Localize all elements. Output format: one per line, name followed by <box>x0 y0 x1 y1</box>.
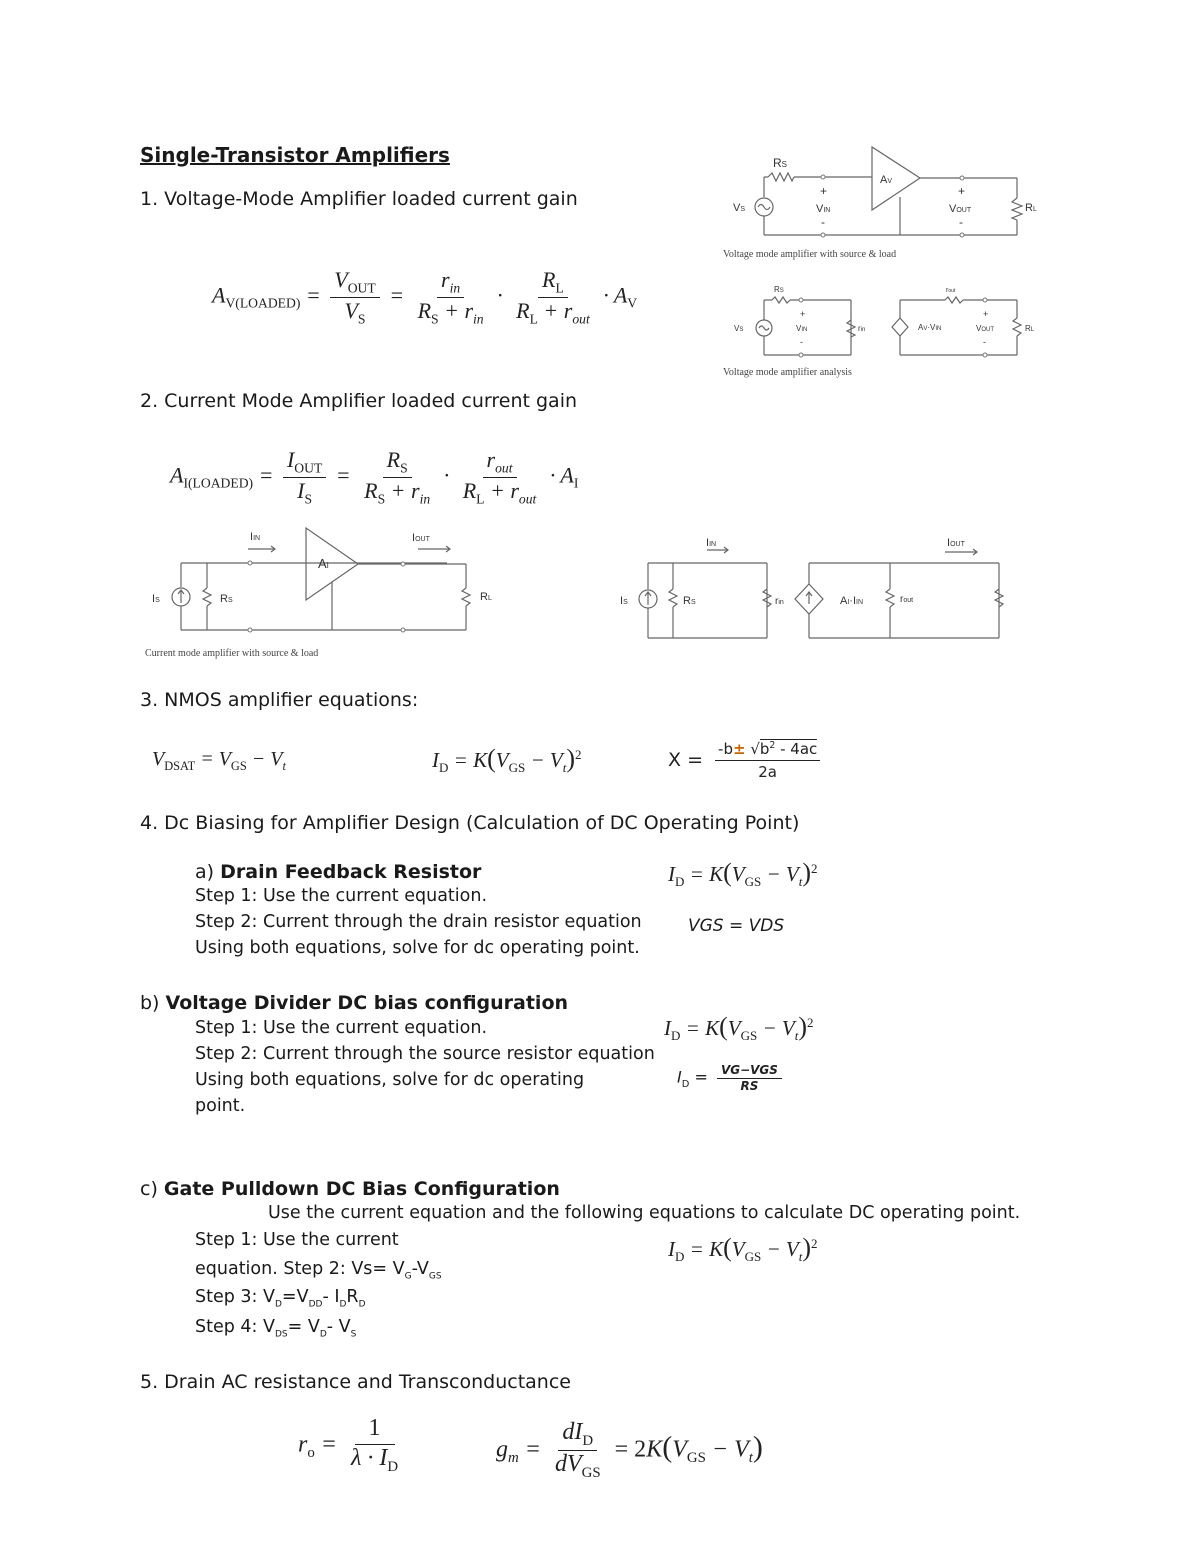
svg-text:-: - <box>800 337 803 347</box>
quadratic-formula: X = $\frac{-b\pm √b^2 - 4ac}{2a}$ <box>668 740 820 781</box>
subsection-a-heading <box>195 861 481 883</box>
section-2-heading: 2. Current Mode Amplifier loaded current gain <box>140 390 578 412</box>
subsection-b-label: b) <box>140 992 160 1014</box>
subsection-c-step3: Step 3: $V_D=V_{DD}-$ $I_DR_D$ <box>195 1287 366 1310</box>
quadratic-b: b <box>759 740 770 758</box>
svg-text:rout: rout <box>946 287 956 294</box>
vdsat-equation: $V_{DSAT} = V_{GS} - V_t$ <box>152 748 286 773</box>
svg-text:VOUT: VOUT <box>949 203 972 215</box>
svg-text:VS: VS <box>733 202 746 214</box>
subsection-c-label: c) <box>140 1178 158 1200</box>
subsection-a-current-equation: $I_D = K(V_{GS} - V_t)^2$ <box>668 858 818 890</box>
subsection-a-title: Drain Feedback Resistor <box>220 861 482 883</box>
subsection-a-step3: Using both equations, solve for dc operating point. <box>195 938 640 958</box>
svg-text:VIN: VIN <box>796 324 808 333</box>
svg-text:AI: AI <box>318 556 329 571</box>
subsection-a-step1: Step 1: Use the current equation. <box>195 886 488 906</box>
subsection-b-eq-lhs: I <box>677 1067 682 1087</box>
current-mode-gain-equation: $A_{I(LOADED)}$ = $\frac{I_{OUT}}{I_S}$ = $\frac{R_S}{R_S + r_{in}}$ · $\frac{r_{out}}{R_L + r_{out}}$ · $A_I$ <box>170 447 579 507</box>
svg-text:RS: RS <box>220 593 233 605</box>
section-4-heading: 4. Dc Biasing for Amplifier Design (Calculation of DC Operating Point) <box>140 812 800 834</box>
svg-text:-: - <box>959 215 963 229</box>
subsection-b-heading <box>140 992 568 1014</box>
svg-text:RS: RS <box>773 156 788 170</box>
subsection-b-step1: Step 1: Use the current equation. <box>195 1018 488 1038</box>
subsection-a-step2: Step 2: Current through the drain resistor equation <box>195 912 642 932</box>
subsection-c-step4-text: Step 4: V <box>195 1317 275 1337</box>
caption-current-mode-source-load: Current mode amplifier with source & load <box>145 648 319 659</box>
subsection-c-step2-text: equation. Step 2: Vs= V <box>195 1259 405 1279</box>
subsection-c-title: Gate Pulldown DC Bias Configuration <box>163 1178 560 1200</box>
svg-text:+: + <box>958 184 966 198</box>
caption-voltage-mode-analysis: Voltage mode amplifier analysis <box>723 367 852 378</box>
svg-text:VOUT: VOUT <box>976 324 995 333</box>
voltage-mode-gain-equation: $A_{V(LOADED)}$ = $\frac{V_{OUT}}{V_S}$ = $\frac{r_{in}}{R_S + r_{in}}$ · $\frac{R_L}{R_L + r_{out}}$ · $A_V$ <box>212 267 638 327</box>
svg-text:rout: rout <box>900 594 914 605</box>
svg-text:-: - <box>821 215 825 229</box>
subsection-b-eq-numerator: VG−VGS <box>717 1064 782 1079</box>
svg-text:AV·VIN: AV·VIN <box>918 323 942 332</box>
subsection-c-heading <box>140 1178 560 1200</box>
subsection-a-label: a) <box>195 861 215 883</box>
svg-text:+: + <box>820 184 828 198</box>
svg-text:IOUT: IOUT <box>412 532 430 544</box>
subsection-b-step3-cont: point. <box>195 1096 246 1116</box>
quadratic-4ac: - 4ac <box>775 740 818 758</box>
drain-current-equation: $I_D = K(V_{GS} - V_t)^2$ <box>432 744 582 776</box>
subsection-c-step4: Step 4: $V_{DS}= V_D-$ $V_S$ <box>195 1317 357 1340</box>
svg-text:RL: RL <box>480 591 492 603</box>
quadratic-denominator: 2a <box>758 763 778 781</box>
svg-text:VS: VS <box>734 324 744 333</box>
caption-voltage-mode-source-load: Voltage mode amplifier with source & load <box>723 249 897 260</box>
subsection-c-step1: Step 1: Use the current <box>195 1230 399 1250</box>
subsection-b-step2: Step 2: Current through the source resistor equation <box>195 1044 655 1064</box>
svg-text:-: - <box>983 337 986 347</box>
svg-text:IS: IS <box>152 593 160 605</box>
svg-text:RS: RS <box>683 595 696 607</box>
svg-text:rin: rin <box>858 324 866 333</box>
subsection-b-step3: Using both equations, solve for dc operating <box>195 1070 585 1090</box>
svg-text:IIN: IIN <box>706 537 717 549</box>
section-3-heading: 3. NMOS amplifier equations: <box>140 689 419 711</box>
svg-text:RS: RS <box>774 285 784 294</box>
svg-text:rin: rin <box>775 596 784 607</box>
current-mode-circuit-diagram <box>140 520 520 645</box>
drain-ac-resistance-equation: $r_o$ = $\frac{1}{\lambda \cdot I_D}$ <box>298 1415 399 1475</box>
subsection-c-step2: equation. Step 2: $Vs= V_G-V_{GS}$ <box>195 1259 442 1282</box>
subsection-c-intro: Use the current equation and the following equations to calculate DC operating point. <box>268 1203 1021 1223</box>
current-mode-analysis-diagram <box>615 528 1015 643</box>
subsection-c-current-equation: $I_D = K(V_{GS} - V_t)^2$ <box>668 1233 818 1265</box>
svg-text:IOUT: IOUT <box>947 537 965 549</box>
subsection-b-eq-denominator: RS <box>740 1078 759 1093</box>
svg-text:AI·IIN: AI·IIN <box>840 595 864 607</box>
quadratic-neg-b: -b <box>718 740 733 758</box>
transconductance-equation: $g_m$ = $\frac{dI_D}{dV_{GS}}$ = $2K(V_{GS} - V_t)$ <box>496 1419 763 1482</box>
svg-text:+: + <box>800 309 806 319</box>
section-1-heading: 1. Voltage-Mode Amplifier loaded current gain <box>140 188 578 210</box>
page-title: Single-Transistor Amplifiers <box>140 143 450 167</box>
svg-text:VIN: VIN <box>816 203 831 215</box>
subsection-b-title: Voltage Divider DC bias configuration <box>165 992 569 1014</box>
svg-text:IS: IS <box>620 595 628 607</box>
svg-text:IIN: IIN <box>250 531 261 543</box>
subsection-b-current-equation: $I_D = K(V_{GS} - V_t)^2$ <box>664 1012 814 1044</box>
section-5-heading: 5. Drain AC resistance and Transconductance <box>140 1371 571 1393</box>
svg-text:RL: RL <box>1025 202 1037 214</box>
subsection-a-vgs-vds-equation: VGS = VDS <box>688 916 785 936</box>
svg-text:+: + <box>983 309 989 319</box>
voltage-mode-circuit-diagram <box>720 140 1050 380</box>
quadratic-lhs: X <box>668 749 682 771</box>
svg-text:RL: RL <box>1025 324 1035 333</box>
subsection-c-step3-text: Step 3: V <box>195 1287 275 1307</box>
svg-text:AV: AV <box>880 174 893 186</box>
subsection-b-source-resistor-equation: $I_D$ = $\frac{\text{VG−VGS}}{RS}$ <box>677 1064 786 1092</box>
